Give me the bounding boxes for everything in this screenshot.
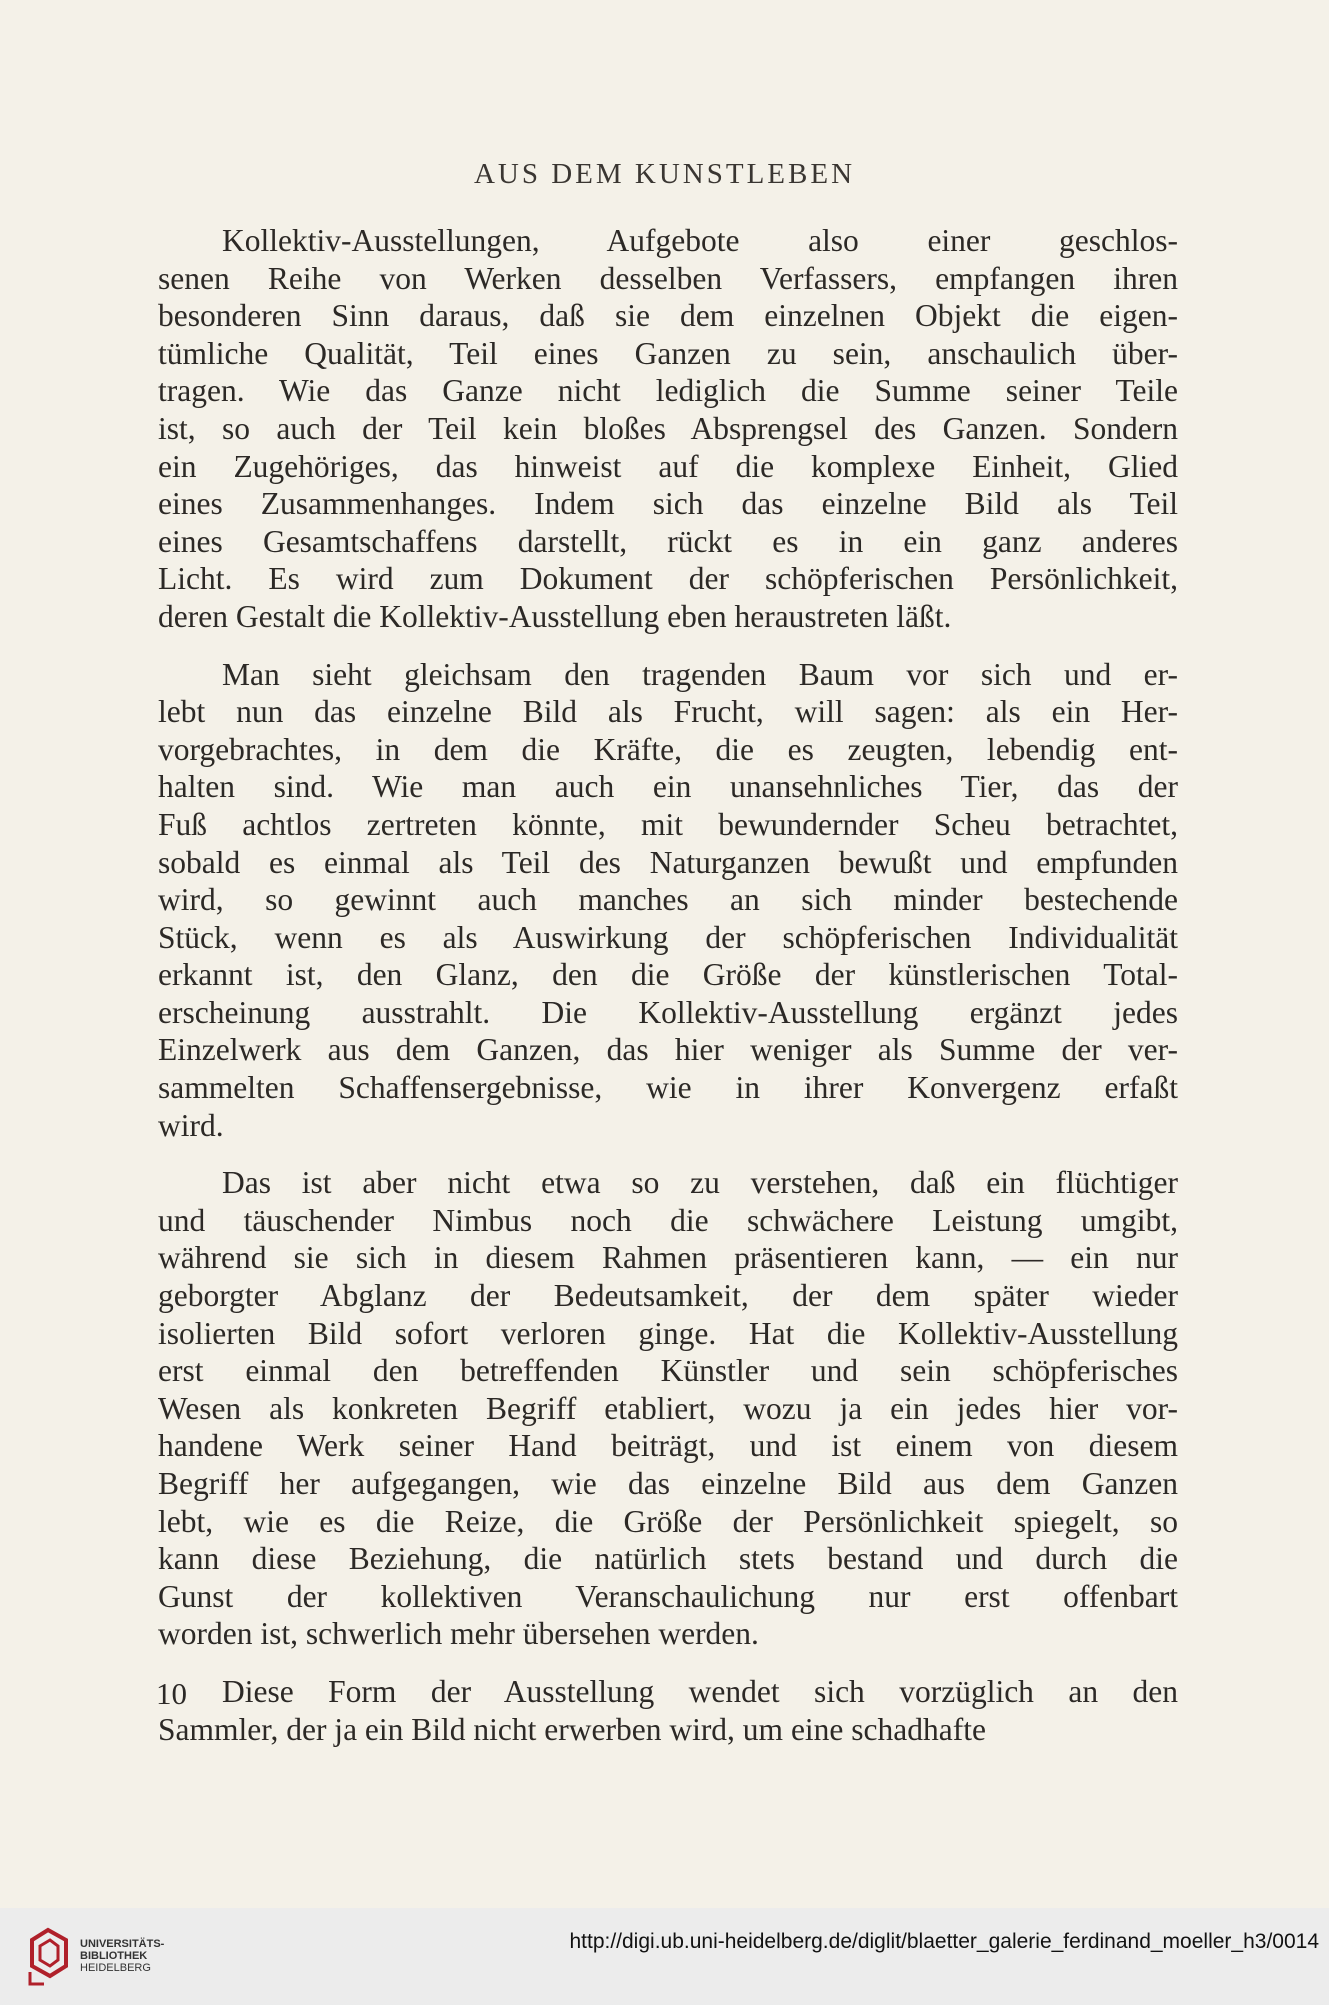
text-line: erscheinung ausstrahlt. Die Kollektiv-Ausstellung ergänzt jedes (158, 994, 1178, 1030)
text-line: eines Zusammenhanges. Indem sich das einzelne Bild als Teil (158, 486, 1178, 522)
text-line: erkannt ist, den Glanz, den die Größe der künstlerischen Total- (158, 957, 1178, 993)
running-head: AUS DEM KUNSTLEBEN (473, 158, 856, 190)
text-line: Licht. Es wird zum Dokument der schöpferischen Persönlichkeit, (158, 561, 1178, 597)
paragraph-gap (158, 1144, 1178, 1164)
text-line: und täuschender Nimbus noch die schwächere Leistung umgibt, (158, 1202, 1178, 1238)
text-line: sobald es einmal als Teil des Naturganzen bewußt und empfunden (158, 844, 1178, 880)
text-line: Diese Form der Ausstellung wendet sich vorzüglich an den (222, 1673, 1178, 1709)
text-line: Einzelwerk aus dem Ganzen, das hier weniger als Summe der ver- (158, 1032, 1178, 1068)
text-line: worden ist, schwerlich mehr übersehen werden. (158, 1616, 759, 1652)
text-line: vorgebrachtes, in dem die Kräfte, die es zeugten, lebendig ent- (158, 731, 1178, 767)
permalink-url[interactable]: http://digi.ub.uni-heidelberg.de/diglit/blaetter_galerie_ferdinand_moeller_h3/0014 (569, 1930, 1319, 1953)
text-line: während sie sich in diesem Rahmen präsentieren kann, — ein nur (158, 1240, 1178, 1276)
text-line: tragen. Wie das Ganze nicht lediglich die Summe seiner Teile (158, 373, 1178, 409)
text-line: besonderen Sinn daraus, daß sie dem einzelnen Objekt die eigen- (158, 298, 1178, 334)
text-line: Das ist aber nicht etwa so zu verstehen, daß ein flüchtiger (222, 1165, 1178, 1201)
text-line: Fuß achtlos zertreten könnte, mit bewundernder Scheu betrachtet, (158, 806, 1178, 842)
paragraph-gap (158, 636, 1178, 656)
text-line: halten sind. Wie man auch ein unansehnliches Tier, das der (158, 769, 1178, 805)
paragraph (158, 1164, 1178, 1653)
text-line: deren Gestalt die Kollektiv-Ausstellung eben heraustreten läßt. (158, 598, 952, 634)
text-line: geborgter Abglanz der Bedeutsamkeit, der dem später wieder (158, 1278, 1178, 1314)
text-line: eines Gesamtschaffens darstellt, rückt es in ein ganz anderes (158, 523, 1178, 559)
text-line: Wesen als konkreten Begriff etabliert, wozu ja ein jedes hier vor- (158, 1390, 1178, 1426)
digitization-footer (0, 1908, 1329, 2005)
text-line: Kollektiv-Ausstellungen, Aufgebote also einer geschlos- (222, 223, 1178, 258)
text-line: Sammler, der ja ein Bild nicht erwerben wird, um eine schadhafte (158, 1711, 986, 1747)
text-line: Begriff her aufgegangen, wie das einzelne Bild aus dem Ganzen (158, 1466, 1178, 1501)
library-logo-icon (26, 1926, 72, 1988)
library-name: UNIVERSITÄTS- BIBLIOTHEK HEIDELBERG (80, 1938, 165, 1974)
text-line: ein Zugehöriges, das hinweist auf die komplexe Einheit, Glied (158, 448, 1178, 484)
text-line: wird. (158, 1107, 224, 1143)
text-line: wird, so gewinnt auch manches an sich minder bestechende (158, 882, 1178, 918)
paragraph-gap (158, 1653, 1178, 1673)
paragraph (158, 1673, 1178, 1748)
paragraph (158, 222, 1178, 636)
text-line: handene Werk seiner Hand beiträgt, und ist einem von diesem (158, 1428, 1178, 1464)
text-line: lebt nun das einzelne Bild als Frucht, will sagen: als ein Her- (158, 694, 1178, 730)
text-line: sammelten Schaffensergebnisse, wie in ihrer Konvergenz erfaßt (158, 1070, 1178, 1106)
text-line: kann diese Beziehung, die natürlich stets bestand und durch die (158, 1541, 1178, 1577)
text-line: Man sieht gleichsam den tragenden Baum vor sich und er- (222, 656, 1178, 692)
text-line: erst einmal den betreffenden Künstler und sein schöpferisches (158, 1353, 1178, 1389)
text-line: senen Reihe von Werken desselben Verfassers, empfangen ihren (158, 260, 1178, 296)
paragraph (158, 656, 1178, 1145)
text-line: Gunst der kollektiven Veranschaulichung nur erst offenbart (158, 1578, 1178, 1614)
text-line: tümliche Qualität, Teil eines Ganzen zu sein, anschaulich über- (158, 335, 1178, 371)
text-line: Stück, wenn es als Auswirkung der schöpferischen Individualität (158, 919, 1178, 955)
page-number: 10 (156, 1676, 187, 1711)
text-line: lebt, wie es die Reize, die Größe der Persönlichkeit spiegelt, so (158, 1503, 1178, 1539)
text-line: ist, so auch der Teil kein bloßes Absprengsel des Ganzen. Sondern (158, 410, 1178, 446)
text-line: isolierten Bild sofort verloren ginge. Hat die Kollektiv-Ausstellung (158, 1315, 1178, 1351)
body-text (158, 222, 1178, 1748)
